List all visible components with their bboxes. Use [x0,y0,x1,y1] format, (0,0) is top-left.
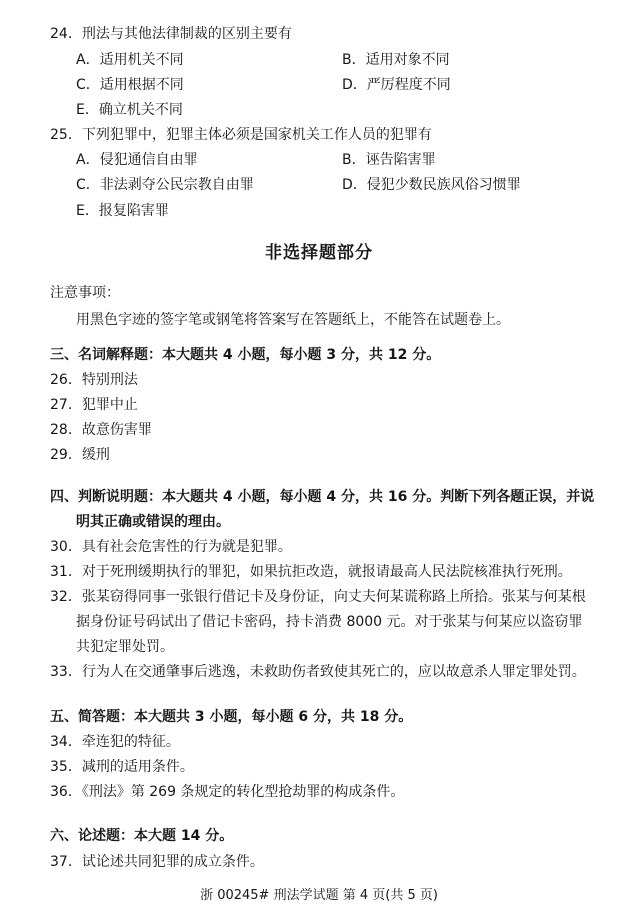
question-24-option-c: C．适用根据不同 [76,77,184,93]
question-30: 30．具有社会危害性的行为就是犯罪。 [50,539,292,555]
question-24-option-d: D．严厉程度不同 [342,77,451,93]
question-25-option-d: D．侵犯少数民族风俗习惯罪 [342,177,521,193]
part-5-heading: 五、简答题：本大题共 3 小题，每小题 6 分，共 18 分。 [50,709,413,725]
notice-heading: 注意事项： [50,285,120,301]
question-32-line-1: 32．张某窃得同事一张银行借记卡及身份证，向丈夫何某谎称路上所拾。张某与何某根 [50,589,586,605]
question-29: 29．缓刑 [50,447,110,463]
question-25-option-c: C．非法剥夺公民宗教自由罪 [76,177,254,193]
question-33: 33．行为人在交通肇事后逃逸，未救助伤者致使其死亡的，应以故意杀人罪定罪处罚。 [50,664,586,680]
notice-text: 用黑色字迹的签字笔或钢笔将答案写在答题纸上，不能答在试题卷上。 [76,312,510,328]
part-4-heading-line-2: 明其正确或错误的理由。 [76,514,230,530]
question-25-stem: 25．下列犯罪中，犯罪主体必须是国家机关工作人员的犯罪有 [50,127,432,143]
question-31: 31．对于死刑缓期执行的罪犯，如果抗拒改造，就报请最高人民法院核准执行死刑。 [50,564,572,580]
question-34: 34．牵连犯的特征。 [50,734,180,750]
part-4-heading-line-1: 四、判断说明题：本大题共 4 小题，每小题 4 分，共 16 分。判断下列各题正误，并说 [50,489,595,505]
part-3-heading: 三、名词解释题：本大题共 4 小题，每小题 3 分，共 12 分。 [50,347,441,363]
question-24-stem: 24．刑法与其他法律制裁的区别主要有 [50,26,292,42]
page-footer: 浙 00245# 刑法学试题 第 4 页(共 5 页) [200,888,438,903]
question-28: 28．故意伤害罪 [50,422,152,438]
question-24-option-e: E．确立机关不同 [76,102,183,118]
part-6-heading: 六、论述题：本大题 14 分。 [50,828,234,844]
question-27: 27．犯罪中止 [50,397,138,413]
question-25-option-b: B．诬告陷害罪 [342,152,436,168]
section-title: 非选择题部分 [265,243,373,263]
question-25-option-a: A．侵犯通信自由罪 [76,152,198,168]
question-36: 36．《刑法》第 269 条规定的转化型抢劫罪的构成条件。 [50,784,405,800]
question-35: 35．减刑的适用条件。 [50,759,194,775]
question-37: 37．试论述共同犯罪的成立条件。 [50,854,264,870]
question-25-option-e: E．报复陷害罪 [76,203,169,219]
question-24-option-a: A．适用机关不同 [76,52,184,68]
question-32-line-2: 据身份证号码试出了借记卡密码，持卡消费 8000 元。对于张某与何某应以盗窃罪 [76,614,583,630]
question-32-line-3: 共犯定罪处罚。 [76,639,174,655]
question-26: 26．特别刑法 [50,372,138,388]
question-24-option-b: B．适用对象不同 [342,52,450,68]
